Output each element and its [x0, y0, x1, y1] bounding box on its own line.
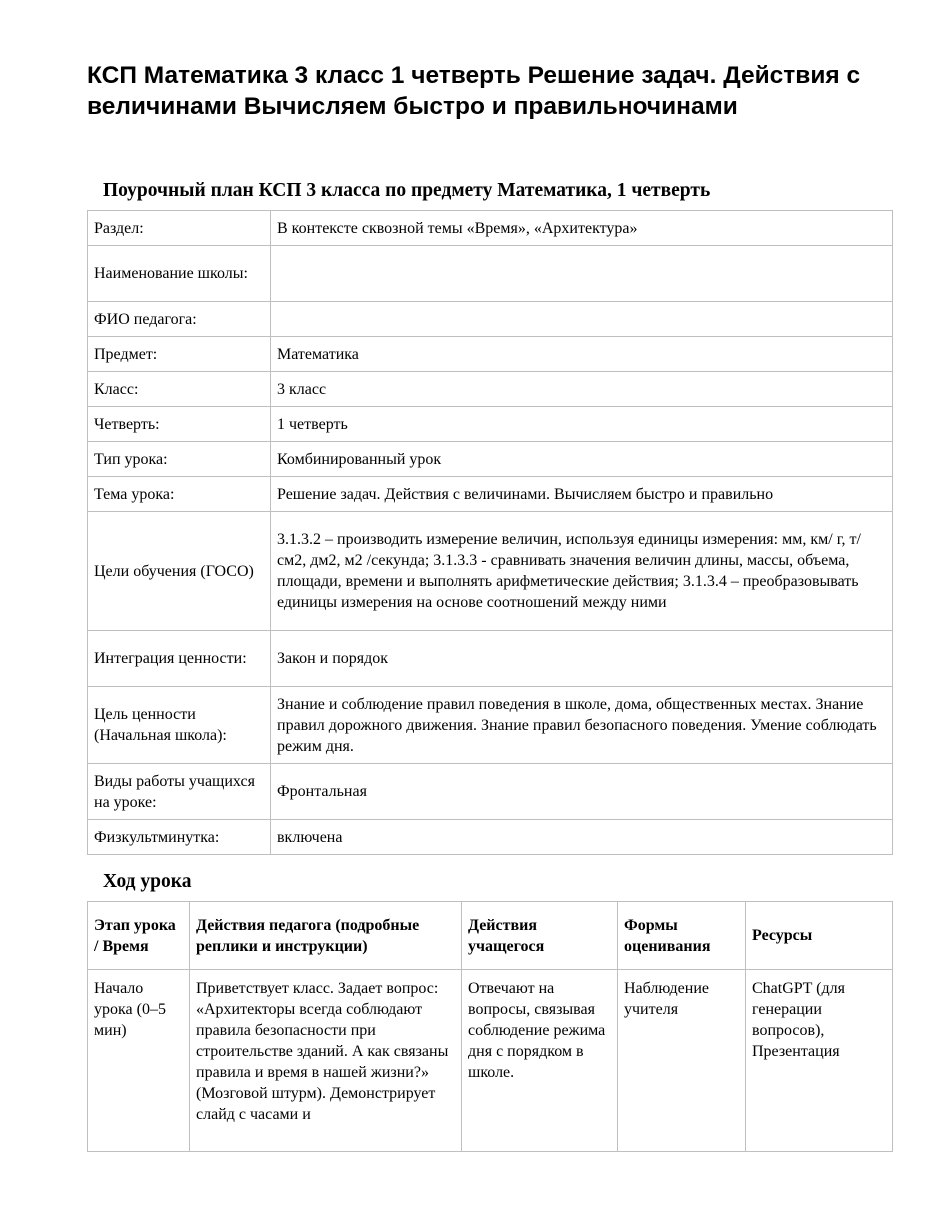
- row-label: Физкультминутка:: [88, 820, 271, 855]
- table-row: [88, 372, 893, 407]
- table-header-row: [88, 902, 893, 970]
- column-header-stage: Этап урока / Время: [88, 902, 190, 970]
- row-value: 1 четверть: [271, 407, 893, 442]
- lesson-course-table: [87, 901, 893, 1152]
- row-label: Тип урока:: [88, 442, 271, 477]
- row-value: [271, 246, 893, 302]
- row-label: Наименование школы:: [88, 246, 271, 302]
- row-value: Математика: [271, 337, 893, 372]
- row-label: Цель ценности (Начальная школа):: [88, 687, 271, 764]
- table-row: [88, 631, 893, 687]
- row-value: В контексте сквозной темы «Время», «Архитектура»: [271, 211, 893, 246]
- cell-assessment: Наблюдение учителя: [618, 970, 746, 1152]
- row-label: Цели обучения (ГОСО): [88, 512, 271, 631]
- row-label: Предмет:: [88, 337, 271, 372]
- row-value: Знание и соблюдение правил поведения в школе, дома, общественных местах. Знание правил дорожного движения. Знание правил безопасного поведения. Умение соблюдать режим дня.: [271, 687, 893, 764]
- row-value: [271, 302, 893, 337]
- table-row: [88, 764, 893, 820]
- table-row: [88, 820, 893, 855]
- table-row: [88, 477, 893, 512]
- table-row: [88, 687, 893, 764]
- cell-stage: Начало урока (0–5 мин): [88, 970, 190, 1152]
- table-row: [88, 246, 893, 302]
- row-label: Класс:: [88, 372, 271, 407]
- cell-teacher-actions: Приветствует класс. Задает вопрос: «Архитекторы всегда соблюдают правила безопасности при строительстве зданий. А как связаны правила и время в нашей жизни?» (Мозговой штурм). Демонстрирует слайд с часами и: [190, 970, 462, 1152]
- row-label: Тема урока:: [88, 477, 271, 512]
- document-title: КСП Математика 3 класс 1 четверть Решение задач. Действия с величинами Вычисляем быстро и правильночинами: [87, 62, 861, 120]
- row-value: Комбинированный урок: [271, 442, 893, 477]
- table-row: [88, 211, 893, 246]
- row-value: 3 класс: [271, 372, 893, 407]
- table-row: [88, 302, 893, 337]
- table-row: [88, 407, 893, 442]
- column-header-teacher-actions: Действия педагога (подробные реплики и инструкции): [190, 902, 462, 970]
- row-value: включена: [271, 820, 893, 855]
- row-label: Интеграция ценности:: [88, 631, 271, 687]
- column-header-resources: Ресурсы: [746, 902, 893, 970]
- row-value: Закон и порядок: [271, 631, 893, 687]
- table-row: [88, 512, 893, 631]
- row-value: Фронтальная: [271, 764, 893, 820]
- table-row: [88, 337, 893, 372]
- plan-heading: Поурочный план КСП 3 класса по предмету Математика, 1 четверть: [103, 180, 711, 201]
- row-value: Решение задач. Действия с величинами. Вычисляем быстро и правильно: [271, 477, 893, 512]
- row-label: Четверть:: [88, 407, 271, 442]
- row-label: Виды работы учащихся на уроке:: [88, 764, 271, 820]
- column-header-assessment: Формы оценивания: [618, 902, 746, 970]
- table-row: [88, 442, 893, 477]
- row-label: Раздел:: [88, 211, 271, 246]
- cell-student-actions: Отвечают на вопросы, связывая соблюдение режима дня с порядком в школе.: [462, 970, 618, 1152]
- row-value: 3.1.3.2 – производить измерение величин, используя единицы измерения: мм, км/ г, т/см2, дм2, м2 /секунда; 3.1.3.3 - сравнивать значения величин длины, массы, объема, площади, времени и выполнять арифметические действия; 3.1.3.4 – преобразовывать единицы измерения на основе соотношений между ними: [271, 512, 893, 631]
- cell-resources: ChatGPT (для генерации вопросов), Презентация: [746, 970, 893, 1152]
- lesson-course-heading: Ход урока: [103, 871, 192, 892]
- column-header-student-actions: Действия учащегося: [462, 902, 618, 970]
- row-label: ФИО педагога:: [88, 302, 271, 337]
- lesson-plan-table: [87, 210, 893, 855]
- table-row: [88, 970, 893, 1152]
